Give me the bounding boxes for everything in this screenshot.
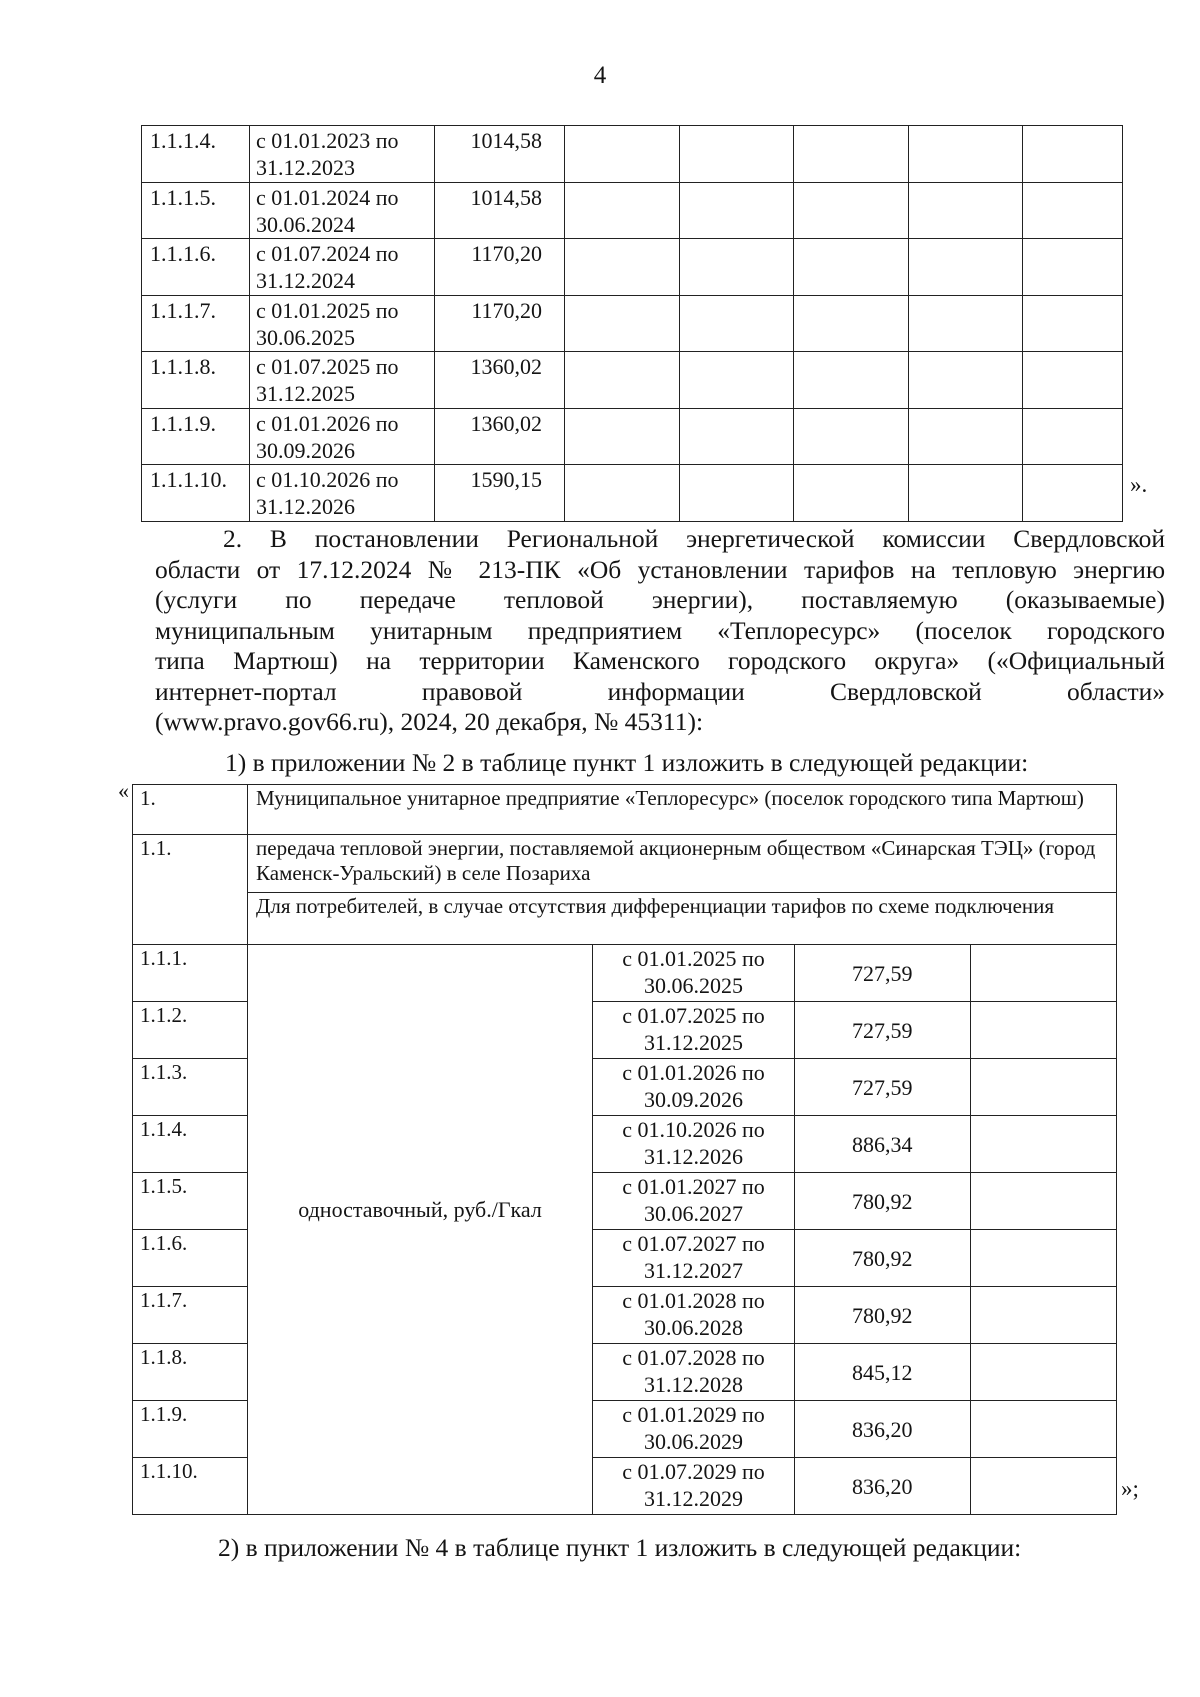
period-start: с 01.07.2027 по — [622, 1231, 765, 1256]
period-end: 30.06.2025 — [643, 973, 743, 998]
consumer-description: Для потребителей, в случае отсутствия дифференциации тарифов по схеме подключения — [248, 893, 1117, 945]
period-cell — [250, 295, 435, 352]
empty-cell — [565, 182, 680, 239]
period-start: с 01.01.2028 по — [622, 1288, 765, 1313]
row-number: 1.1.8. — [133, 1344, 248, 1401]
period-start: с 01.01.2025 по — [622, 946, 765, 971]
empty-cell — [970, 1344, 1116, 1401]
empty-cell — [909, 352, 1023, 409]
tariff-value: 836,20 — [794, 1458, 970, 1515]
table-row — [142, 182, 1123, 239]
paragraph-line: интернет-портал правовой информации Свердловской области» — [155, 676, 1165, 706]
period-cell — [593, 945, 795, 1002]
tariff-value: 780,92 — [794, 1287, 970, 1344]
period-start: с 01.07.2025 по — [256, 354, 399, 379]
tariff-value: 727,59 — [794, 1002, 970, 1059]
empty-cell — [970, 1458, 1116, 1515]
empty-cell — [909, 239, 1023, 296]
empty-cell — [1023, 182, 1123, 239]
empty-cell — [794, 239, 909, 296]
row-number: 1.1.4. — [133, 1116, 248, 1173]
empty-cell — [970, 945, 1116, 1002]
period-cell — [593, 1344, 795, 1401]
row-number: 1.1.1.9. — [142, 408, 250, 465]
table-row — [142, 352, 1123, 409]
row-number: 1.1.5. — [133, 1173, 248, 1230]
period-cell — [593, 1458, 795, 1515]
empty-cell — [680, 126, 794, 183]
tariff-value: 886,34 — [794, 1116, 970, 1173]
paragraph-line: (www.pravo.gov66.ru), 2024, 20 декабря, № 45311): — [155, 707, 704, 736]
period-start: с 01.01.2029 по — [622, 1402, 765, 1427]
empty-cell — [565, 126, 680, 183]
tariff-value: 1360,02 — [435, 352, 565, 409]
row-number: 1.1.1.8. — [142, 352, 250, 409]
row-number: 1.1.7. — [133, 1287, 248, 1344]
period-start: с 01.01.2023 по — [256, 128, 399, 153]
row-number: 1.1.1.7. — [142, 295, 250, 352]
tariff-value: 845,12 — [794, 1344, 970, 1401]
period-end: 30.09.2026 — [256, 437, 355, 463]
period-end: 30.09.2026 — [643, 1087, 743, 1112]
period-cell — [593, 1287, 795, 1344]
period-start: с 01.10.2026 по — [622, 1117, 765, 1142]
empty-cell — [565, 352, 680, 409]
tariff-value: 727,59 — [794, 945, 970, 1002]
row-number: 1.1.1.5. — [142, 182, 250, 239]
period-start: с 01.01.2025 по — [256, 297, 399, 323]
row-number: 1.1.2. — [133, 1002, 248, 1059]
period-cell — [250, 182, 435, 239]
row-number: 1.1. — [133, 835, 248, 945]
period-end: 30.06.2028 — [643, 1315, 743, 1340]
period-start: с 01.01.2027 по — [622, 1174, 765, 1199]
row-number: 1.1.1.10. — [142, 465, 250, 522]
row-number: 1.1.6. — [133, 1230, 248, 1287]
period-start: с 01.07.2025 по — [622, 1003, 765, 1028]
page-number: 4 — [593, 62, 607, 89]
period-end: 31.12.2025 — [643, 1030, 743, 1055]
period-start: с 01.01.2026 по — [256, 410, 399, 436]
empty-cell — [794, 465, 909, 522]
empty-cell — [970, 1401, 1116, 1458]
period-cell — [250, 465, 435, 522]
empty-cell — [1023, 465, 1123, 522]
period-cell — [250, 126, 435, 183]
empty-cell — [1023, 239, 1123, 296]
row-number: 1.1.1. — [133, 945, 248, 1002]
period-end: 30.06.2025 — [256, 324, 355, 350]
period-end: 31.12.2028 — [643, 1372, 743, 1397]
period-cell — [593, 1002, 795, 1059]
tariff-value: 1170,20 — [435, 239, 565, 296]
tariff-table-continued — [141, 125, 1123, 522]
service-description: передача тепловой энергии, поставляемой акционерным обществом «Синарская ТЭЦ» (город Каменск-Уральский) в селе Позариха — [248, 835, 1117, 893]
empty-cell — [794, 352, 909, 409]
period-end: 31.12.2029 — [643, 1486, 743, 1511]
period-start: с 01.01.2024 по — [256, 184, 399, 210]
period-cell — [250, 239, 435, 296]
empty-cell — [970, 1002, 1116, 1059]
tariff-value: 1170,20 — [435, 295, 565, 352]
period-start: с 01.10.2026 по — [256, 467, 399, 492]
period-end: 31.12.2026 — [643, 1144, 743, 1169]
empty-cell — [1023, 352, 1123, 409]
empty-cell — [794, 295, 909, 352]
empty-cell — [565, 295, 680, 352]
row-number: 1.1.1.4. — [142, 126, 250, 183]
closing-quote: ». — [1130, 472, 1148, 497]
period-end: 31.12.2023 — [256, 155, 355, 180]
empty-cell — [970, 1116, 1116, 1173]
empty-cell — [680, 239, 794, 296]
tariff-value: 1014,58 — [435, 182, 565, 239]
period-end: 31.12.2026 — [256, 494, 355, 519]
empty-cell — [970, 1173, 1116, 1230]
subpoint-2: 2) в приложении № 4 в таблице пункт 1 изложить в следующей редакции: — [218, 1533, 1022, 1562]
empty-cell — [970, 1059, 1116, 1116]
open-quote: « — [118, 778, 129, 803]
empty-cell — [680, 352, 794, 409]
period-cell — [593, 1173, 795, 1230]
period-cell — [593, 1059, 795, 1116]
period-cell — [593, 1230, 795, 1287]
tariff-method: одноставочный, руб./Гкал — [248, 945, 593, 1515]
tariff-value: 780,92 — [794, 1173, 970, 1230]
tariff-table-teploresurs — [132, 784, 1117, 1515]
empty-cell — [565, 408, 680, 465]
empty-cell — [565, 239, 680, 296]
empty-cell — [794, 408, 909, 465]
row-number: 1.1.3. — [133, 1059, 248, 1116]
table-row — [142, 126, 1123, 183]
empty-cell — [970, 1230, 1116, 1287]
paragraph-line: (услуги по передаче тепловой энергии), поставляемую (оказываемые) — [155, 585, 1165, 614]
empty-cell — [680, 295, 794, 352]
period-start: с 01.07.2029 по — [622, 1459, 765, 1484]
table-row — [142, 465, 1123, 522]
empty-cell — [1023, 408, 1123, 465]
period-end: 30.06.2029 — [643, 1429, 743, 1454]
empty-cell — [680, 465, 794, 522]
empty-cell — [909, 182, 1023, 239]
paragraph-line: 2. В постановлении Региональной энергетической комиссии Свердловской — [223, 524, 1165, 553]
tariff-value: 1590,15 — [435, 465, 565, 522]
row-number: 1. — [133, 785, 248, 835]
paragraph-line: типа Мартюш) на территории Каменского городского округа» («Официальный — [155, 646, 1165, 675]
table-row — [142, 239, 1123, 296]
period-end: 30.06.2024 — [256, 211, 355, 237]
table-row — [142, 295, 1123, 352]
period-end: 30.06.2027 — [643, 1201, 743, 1226]
period-start: с 01.07.2024 по — [256, 241, 399, 266]
empty-cell — [565, 465, 680, 522]
tariff-value: 836,20 — [794, 1401, 970, 1458]
empty-cell — [1023, 126, 1123, 183]
period-start: с 01.07.2028 по — [622, 1345, 765, 1370]
row-number: 1.1.9. — [133, 1401, 248, 1458]
period-end: 31.12.2025 — [256, 381, 355, 406]
period-cell — [250, 408, 435, 465]
paragraph-line: области от 17.12.2024 № 213-ПК «Об установлении тарифов на тепловую энергию — [155, 554, 1165, 584]
empty-cell — [909, 465, 1023, 522]
table-row — [142, 408, 1123, 465]
tariff-value: 780,92 — [794, 1230, 970, 1287]
empty-cell — [909, 295, 1023, 352]
empty-cell — [794, 126, 909, 183]
empty-cell — [680, 182, 794, 239]
subpoint-1: 1) в приложении № 2 в таблице пункт 1 изложить в следующей редакции: — [225, 748, 1029, 777]
row-number: 1.1.10. — [133, 1458, 248, 1515]
empty-cell — [909, 408, 1023, 465]
tariff-value: 727,59 — [794, 1059, 970, 1116]
empty-cell — [909, 126, 1023, 183]
empty-cell — [680, 408, 794, 465]
period-end: 31.12.2027 — [643, 1258, 743, 1283]
paragraph-line: муниципальным унитарным предприятием «Теплоресурс» (поселок городского — [155, 615, 1165, 645]
tariff-value: 1360,02 — [435, 408, 565, 465]
period-cell — [593, 1116, 795, 1173]
empty-cell — [1023, 295, 1123, 352]
row-number: 1.1.1.6. — [142, 239, 250, 296]
paragraph-2 — [155, 524, 1165, 738]
period-cell — [250, 352, 435, 409]
organization-name: Муниципальное унитарное предприятие «Теплоресурс» (поселок городского типа Мартюш) — [248, 785, 1117, 835]
closing-quote: »; — [1121, 1476, 1139, 1501]
period-cell — [593, 1401, 795, 1458]
empty-cell — [970, 1287, 1116, 1344]
tariff-value: 1014,58 — [435, 126, 565, 183]
period-end: 31.12.2024 — [256, 268, 355, 293]
table-row — [133, 945, 1117, 1002]
empty-cell — [794, 182, 909, 239]
period-start: с 01.01.2026 по — [622, 1060, 765, 1085]
